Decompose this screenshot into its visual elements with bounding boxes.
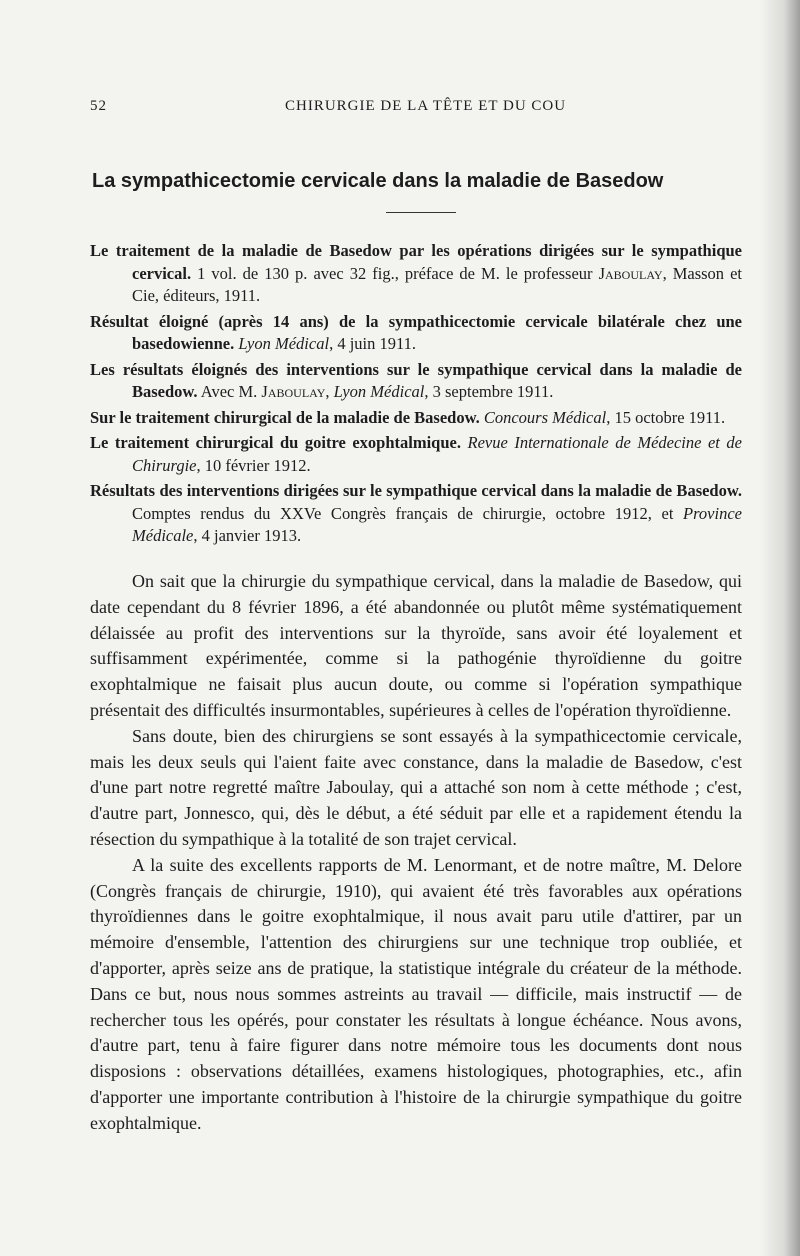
entry-author: Jaboulay	[261, 382, 326, 401]
entry-text: , 4 janvier 1913.	[193, 526, 302, 545]
entry-title: Sur le traitement chirurgical de la maladie de Basedow.	[90, 407, 480, 427]
entry-title: Le traitement de la maladie de Basedow par les opérations dirigées sur le sympathique cervical.	[90, 241, 742, 283]
entry-text: ,	[325, 382, 334, 401]
entry-title: Résultats des interventions dirigées sur le sympathique cervical dans la maladie de Basedow.	[90, 481, 742, 500]
entry-journal: Revue Internationale de Médecine et de Chirurgie	[132, 433, 742, 475]
entry-journal: Lyon Médical	[333, 382, 425, 401]
entry-title: Résultat éloigné (après 14 ans) de la sympathicectomie cervicale bilatérale chez une basedowienne.	[90, 311, 742, 353]
bibliography-entry	[90, 240, 742, 308]
page-edge-shadow	[760, 0, 800, 1256]
bibliography-entry	[90, 432, 742, 477]
bibliography-entry	[90, 407, 742, 430]
page-number: 52	[90, 98, 107, 114]
section-title: La sympathicectomie cervicale dans la maladie de Basedow	[92, 170, 664, 192]
entry-journal: Province Médicale	[132, 503, 742, 545]
entry-text: , 3 septembre 1911.	[424, 382, 554, 401]
body-text	[90, 569, 742, 1137]
entry-text: , 15 octobre 1911.	[606, 407, 726, 427]
bibliography-entry	[90, 359, 742, 404]
running-header	[90, 98, 740, 118]
paragraph: Sans doute, bien des chirurgiens se sont essayés à la sympathicectomie cervicale, mais les deux seuls qui l'aient faite avec constance, dans la maladie de Basedow, c'est d'une part notre regretté maître Jaboulay, qui a attaché son nom à cette méthode ; c'est, d'autre part, Jonnesco, qui, dès le début, a été séduit par elle et a rapidement étendu la résection du sympathique à la totalité de son trajet cervical.	[90, 725, 742, 849]
entry-text: , Masson et Cie, éditeurs, 1911.	[132, 263, 743, 305]
entry-journal: Concours Médical	[483, 407, 607, 427]
paragraph: A la suite des excellents rapports de M. Lenormant, et de notre maître, M. Delore (Congrès français de chirurgie, 1910), qui avaient été très favorables aux opérations thyroïdiennes dans le goitre exophtalmique, il nous avait paru utile d'attirer, par un mémoire d'ensemble, l'attention des chirurgiens sur une technique trop oubliée, et d'apporter, après seize ans de pratique, la statistique intégrale du créateur de la méthode. Dans ce but, nous nous sommes astreints au travail — difficile, mais instructif — de rechercher tous les opérés, pour constater les résultats à longue échéance. Nous avons, d'autre part, tenu à faire figurer dans notre mémoire tous les documents dont nous disposions : observations détaillées, examens histologiques, photographies, etc., afin d'apporter une importante contribution à l'histoire de la chirurgie sympathique du goitre exophtalmique.	[90, 854, 742, 1133]
entry-text: Avec M.	[197, 382, 262, 401]
entry-author: Jaboulay	[598, 263, 663, 283]
bibliography-entry	[90, 480, 742, 548]
entry-title: Le traitement chirurgical du goitre exophtalmique.	[90, 433, 461, 452]
title-divider	[386, 212, 456, 213]
entry-journal: Lyon Médical	[238, 334, 330, 353]
running-head-title: CHIRURGIE DE LA TÊTE ET DU COU	[285, 98, 567, 114]
entry-text: 1 vol. de 130 p. avec 32 fig., préface de M. le professeur	[191, 263, 599, 283]
entry-text: , 10 février 1912.	[196, 455, 311, 475]
paragraph: On sait que la chirurgie du sympathique cervical, dans la maladie de Basedow, qui date cependant du 8 février 1896, a été abandonnée ou plutôt même systématiquement délaissée au profit des interventions sur la thyroïde, sans avoir été loyalement et suffisamment expérimentée, comme si la pathogénie thyroïdienne du goitre exophtalmique ne faisait plus aucun doute, ou comme si l'opération sympathique présentait des difficultés insurmontables, supérieures à celles de l'opération thyroïdienne.	[90, 571, 742, 720]
bibliography-entry	[90, 311, 742, 356]
entry-title: Les résultats éloignés des interventions sur le sympathique cervical dans la maladie de Basedow.	[90, 359, 742, 401]
entry-text: Comptes rendus du XXVe Congrès français de chirurgie, octobre 1912, et	[132, 503, 684, 523]
entry-text: , 4 juin 1911.	[329, 334, 416, 353]
bibliography-list	[90, 240, 742, 551]
